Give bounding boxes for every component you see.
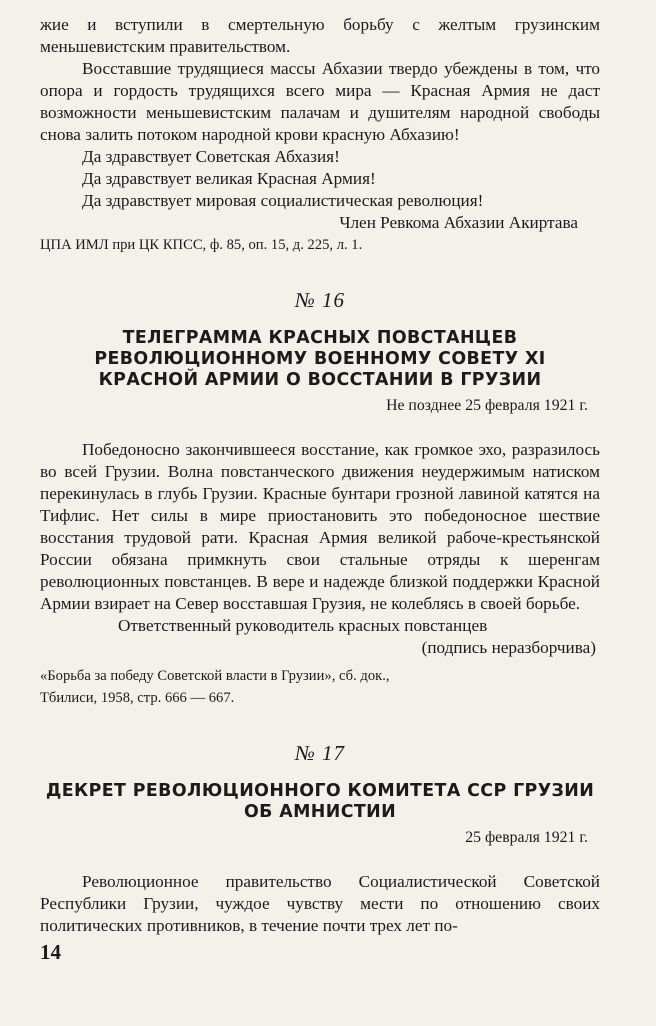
doc17-title-line: ОБ АМНИСТИИ xyxy=(243,802,397,822)
doc16-signature-title: Ответственный руководитель красных повстанцев xyxy=(118,616,488,635)
doc16-date: Не позднее 25 февраля 1921 г. xyxy=(386,397,588,414)
doc16-number: № 16 xyxy=(294,288,346,312)
doc16-source-citation: «Борьба за победу Советской власти в Грузии», сб. док., xyxy=(40,668,390,684)
doc15-signature: Член Ревкома Абхазии Акиртава xyxy=(339,213,578,232)
doc16-title-line: ТЕЛЕГРАММА КРАСНЫХ ПОВСТАНЦЕВ xyxy=(122,328,518,348)
doc15-cheer: Да здравствует великая Красная Армия! xyxy=(82,169,376,188)
doc17-body: Революционное правительство Социалистической Советской Республики Грузии, чуждое чувству мести по отношению своих политических противников, в течение почти трех лет по- xyxy=(40,872,600,935)
doc17-title-line: ДЕКРЕТ РЕВОЛЮЦИОННОГО КОМИТЕТА ССР ГРУЗИИ xyxy=(45,781,595,801)
doc16-signature-note: (подпись неразборчива) xyxy=(421,638,596,657)
doc15-paragraph-continued: жие и вступили в смертельную борьбу с желтым грузинским меньшевистским правительством. xyxy=(40,15,600,56)
doc16-title xyxy=(40,328,600,391)
document-page xyxy=(40,14,600,937)
doc17-number: № 17 xyxy=(294,741,346,765)
doc15-cheer: Да здравствует мировая социалистическая революция! xyxy=(82,191,484,210)
doc15-cheer: Да здравствует Советская Абхазия! xyxy=(82,147,340,166)
doc17-title xyxy=(40,781,600,823)
doc15-source-citation: ЦПА ИМЛ при ЦК КПСС, ф. 85, оп. 15, д. 225, л. 1. xyxy=(40,237,363,253)
doc15-paragraph: Восставшие трудящиеся массы Абхазии твердо убеждены в том, что опора и гордость трудящихся всего мира — Красная Армия не даст возможности меньшевистским палачам и душителям народной свободы снова залить потоком народной крови красную Абхазию! xyxy=(40,59,600,144)
doc16-title-line: КРАСНОЙ АРМИИ О ВОССТАНИИ В ГРУЗИИ xyxy=(98,370,542,390)
doc16-body: Победоносно закончившееся восстание, как громкое эхо, разразилось во всей Грузии. Волна повстанческого движения неудержимым натиском перекинулась в глубь Грузии. Красные бунтари грозной лавиной катятся на Тифлис. Нет силы в мире приостановить это победоносное шествие восстания трудовой рати. Красная Армия великой рабоче-крестьянской России обязана примкнуть свои стальные отряды к шеренгам революционных повстанцев. В вере и надежде близкой поддержки Красной Армии взирает на Север восставшая Грузия, не колеблясь в своей борьбе. xyxy=(40,440,600,613)
doc17-date: 25 февраля 1921 г. xyxy=(465,829,588,846)
page-number: 14 xyxy=(40,940,61,964)
doc16-source-citation: Тбилиси, 1958, стр. 666 — 667. xyxy=(40,690,235,706)
doc16-title-line: РЕВОЛЮЦИОННОМУ ВОЕННОМУ СОВЕТУ XI xyxy=(94,349,546,369)
